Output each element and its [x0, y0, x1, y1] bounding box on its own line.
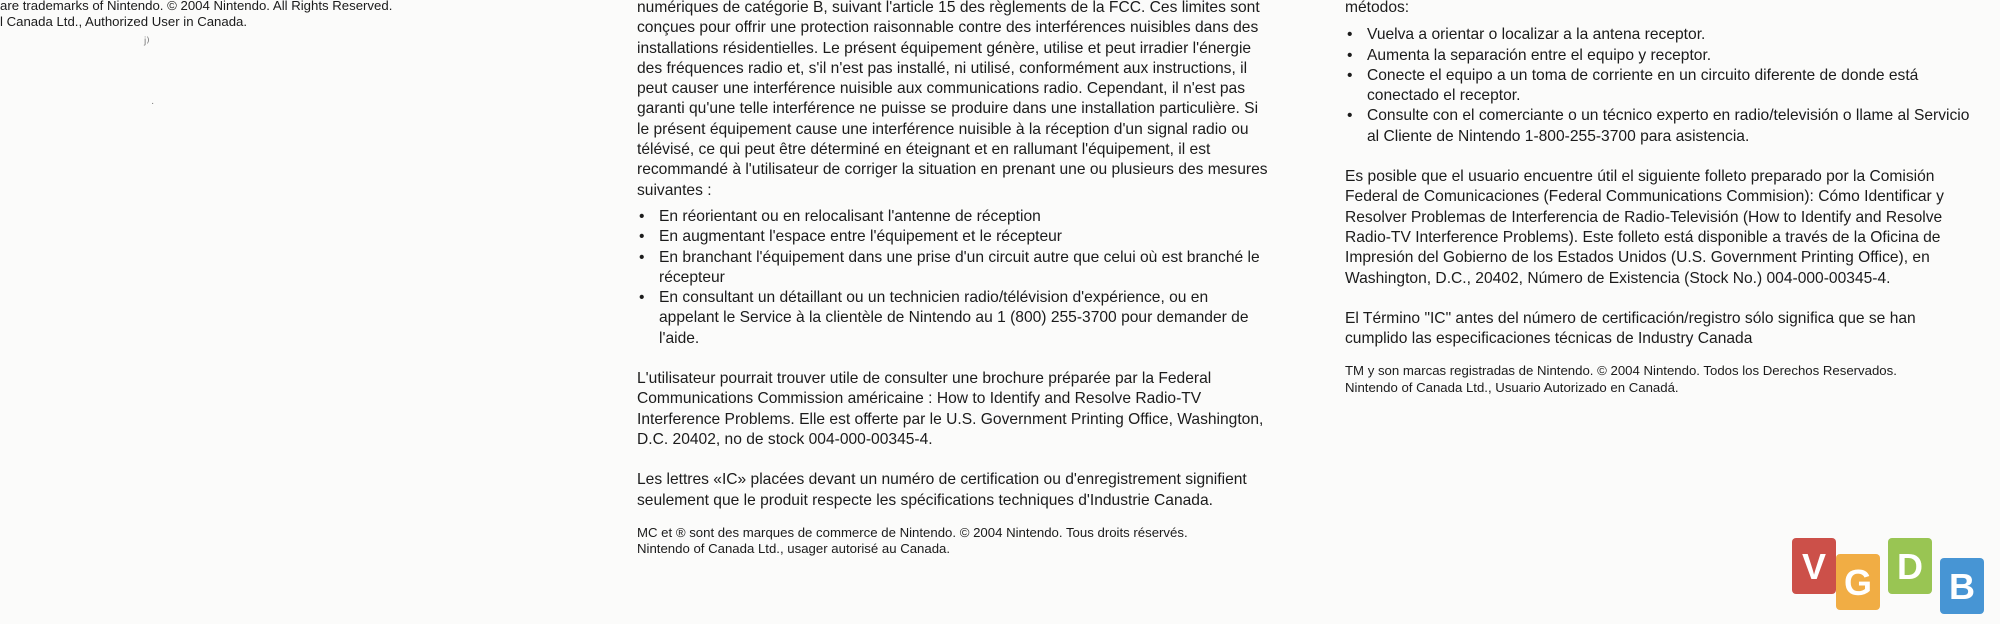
paper-speck: ʲ⁾ [144, 34, 150, 50]
fr-ic-paragraph: Les lettres «IC» placées devant un numéro de certification ou d'enregistrement signifient seulement que le produit respecte les spécifications techniques d'Industrie Canada. [637, 471, 1247, 509]
logo-letter: G [1843, 562, 1873, 603]
es-bullet-list [1345, 25, 1975, 147]
fr-canada-line: Nintendo of Canada Ltd., usager autorisé au Canada. [637, 541, 951, 557]
left-trademark-line: are trademarks of Nintendo. © 2004 Nintendo. All Rights Reserved. [0, 0, 393, 13]
fr-bullet-item: • En consultant un détaillant ou un technicien radio/télévision d'expérience, ou en appelant le Service à la clientèle de Nintendo au 1 (800) 255-3700 pour demander de l'aide. [637, 288, 1269, 349]
logo-tile-g [1836, 554, 1880, 610]
french-column [637, 0, 1269, 558]
logo-tile-b [1940, 558, 1984, 614]
es-canada-line: Nintendo of Canada Ltd., Usuario Autorizado en Canadá. [1345, 379, 1679, 395]
es-bullet-item: • Consulte con el comerciante o un técnico experto en radio/televisión o llame al Servicio al Cliente de Nintendo 1-800-255-3700 para asistencia. [1345, 106, 1975, 147]
logo-letter: D [1897, 546, 1923, 587]
fr-trademark-line: MC et ® sont des marques de commerce de Nintendo. © 2004 Nintendo. Tous droits réservés. [637, 524, 1188, 540]
es-bullet-item: • Conecte el equipo a un toma de corriente en un circuito diferente de donde está conectado el receptor. [1345, 66, 1975, 107]
left-column [0, 0, 440, 31]
fr-bullet-list [637, 207, 1269, 349]
es-bullet-item: • Aumenta la separación entre el equipo y receptor. [1345, 46, 1975, 66]
es-heading: métodos: [1345, 0, 1410, 16]
fr-brochure-paragraph: L'utilisateur pourrait trouver utile de consulter une brochure préparée par la Federal Communications Commission américaine : How to Identify and Resolve Radio-TV Interference Problems. Elle est offerte par le U.S. Government Printing Office, Washington, D.C. 20402, no de stock 004-000-00345-4. [637, 370, 1264, 448]
vgdb-logo [1790, 538, 1988, 618]
paper-speck: · [151, 98, 155, 109]
logo-tile-d [1888, 538, 1932, 594]
es-ic-paragraph: El Término "IC" antes del número de certificación/registro sólo significa que se han cumplido las especificaciones técnicas de Industry Canada [1345, 309, 1916, 348]
fr-intro-paragraph: numériques de catégorie B, suivant l'article 15 des règlements de la FCC. Ces limites sont conçues pour offrir une protection raisonnable contre des interférences nuisibles dans des installations résidentielles. Le présent équipement génère, utilise et peut irradier l'énergie des fréquences radio et, s'il n'est pas installé, ni utilisé, conformément aux instructions, il peut causer une interférence nuisible aux communications radio. Cependant, il n'est pas garanti qu'une telle interférence ne puisse se produire dans une installation particulière. Si le présent équipement cause une interférence nuisible à la réception d'un signal radio ou télévisé, ce qui peut être déterminé en éteignant et en rallumant l'équipement, il est recommandé à l'utilisateur de corriger la situation en prenant une ou plusieurs des mesures suivantes : [637, 0, 1268, 199]
es-bullet-item: • Vuelva a orientar o localizar a la antena receptor. [1345, 25, 1975, 45]
fr-bullet-item: • En augmentant l'espace entre l'équipement et le récepteur [637, 227, 1269, 247]
fr-bullet-item: • En réorientant ou en relocalisant l'antenne de réception [637, 207, 1269, 227]
left-canada-line: l Canada Ltd., Authorized User in Canada. [0, 14, 248, 30]
logo-letter: V [1801, 546, 1827, 587]
spanish-column [1345, 0, 1975, 396]
es-trademark-line: TM y son marcas registradas de Nintendo. © 2004 Nintendo. Todos los Derechos Reservados. [1345, 363, 1897, 379]
fr-bullet-item: • En branchant l'équipement dans une prise d'un circuit autre que celui où est branché le récepteur [637, 248, 1269, 289]
logo-letter: B [1949, 566, 1975, 607]
logo-tile-v [1792, 538, 1836, 594]
es-folleto-paragraph: Es posible que el usuario encuentre útil el siguiente folleto preparado por la Comisión Federal de Comunicaciones (Federal Communications Commision): Cómo Identificar y Resolver Problemas de Interferencia de Radio-Televisión (How to Identify and Resolve Radio-TV Interference Problems). Este folleto está disponible a través de la Oficina de Impresión del Gobierno de los Estados Unidos (U.S. Government Printing Office), en Washington, D.C., 20402, Número de Existencia (Stock No.) 004-000-00345-4. [1345, 168, 1944, 287]
